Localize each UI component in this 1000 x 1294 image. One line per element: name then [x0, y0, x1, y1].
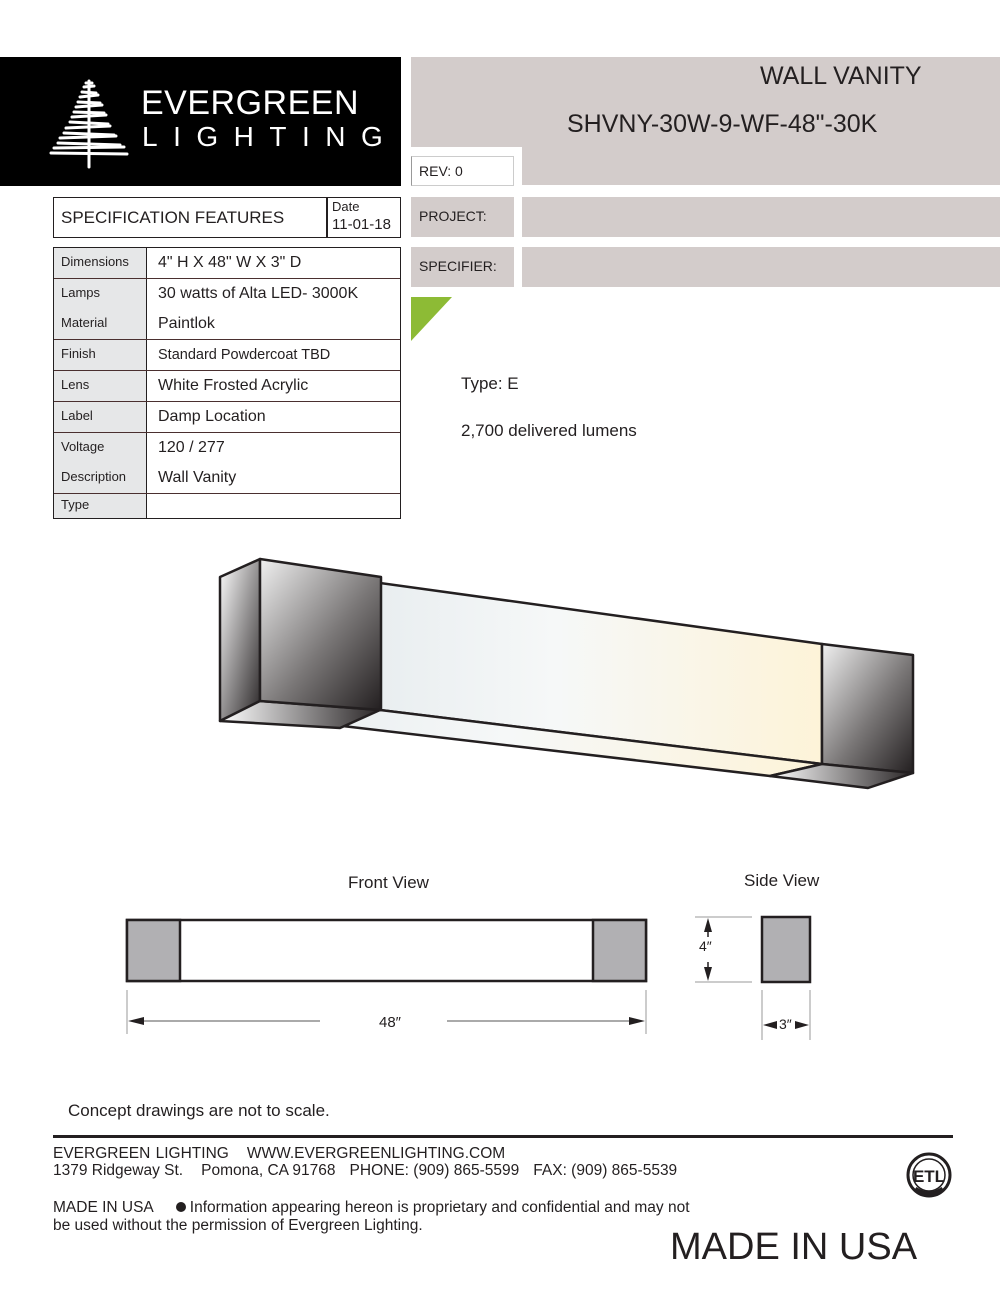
spec-label: Lens [61, 377, 90, 392]
spec-label: Finish [61, 346, 96, 361]
spec-value: 120 / 277 [158, 439, 225, 456]
spec-label: Description [61, 469, 127, 484]
table-row [54, 278, 400, 339]
green-corner-accent [411, 297, 452, 341]
front-view-title: Front View [348, 873, 429, 892]
spec-label: Material [61, 315, 108, 330]
revision-field: REV: 0 [411, 156, 514, 186]
date-label: Date [332, 199, 360, 214]
spec-value: 30 watts of Alta LED- 3000K [158, 285, 359, 302]
footer-notice-line2: be used without the permission of Evergreen Lighting. [53, 1217, 423, 1234]
spec-value [147, 494, 400, 518]
footer-notice-line1 [53, 1199, 690, 1217]
svg-text:ETL: ETL [912, 1167, 946, 1186]
etl-listed-icon [905, 1152, 953, 1200]
fixture-type: Type: E [461, 374, 519, 393]
table-row [54, 493, 400, 518]
spec-value: Standard Powdercoat TBD [158, 347, 331, 363]
made-in-usa-banner: MADE IN USA [670, 1226, 918, 1268]
spec-label: Dimensions [61, 254, 129, 269]
fax-number: FAX: (909) 865-5539 [533, 1162, 678, 1179]
spec-features-divider [326, 197, 328, 238]
side-view-drawing [690, 910, 820, 1045]
product-title: WALL VANITY [760, 62, 922, 90]
fixture-lumens: 2,700 delivered lumens [461, 421, 637, 440]
side-view-title: Side View [744, 871, 820, 890]
spec-table [53, 247, 401, 519]
footer-divider [53, 1135, 953, 1138]
spec-label: Voltage [61, 439, 105, 454]
disclaimer-text: Concept drawings are not to scale. [68, 1101, 330, 1120]
brand-name-line2: LIGHTING [142, 121, 399, 152]
spec-label: Type [61, 497, 90, 512]
city-state-zip: Pomona, CA 91768 [201, 1162, 336, 1179]
spec-value: White Frosted Acrylic [158, 377, 309, 394]
project-field[interactable] [522, 197, 1000, 237]
date-value: 11-01-18 [332, 216, 391, 233]
side-height-dimension: 4″ [699, 938, 712, 954]
bullet-icon [176, 1202, 186, 1212]
brand-name-line1: EVERGREEN [141, 84, 359, 122]
street-address: 1379 Ridgeway St. [53, 1162, 184, 1179]
spec-value: Paintlok [158, 315, 215, 332]
specifier-label: SPECIFIER: [411, 247, 514, 287]
fixture-3d-render [200, 545, 930, 805]
table-row [54, 432, 400, 493]
spec-value: Wall Vanity [158, 469, 237, 486]
spec-features-title: SPECIFICATION FEATURES [61, 208, 285, 227]
product-model: SHVNY-30W-9-WF-48"-30K [567, 110, 878, 138]
phone-number: PHONE: (909) 865-5599 [349, 1162, 520, 1179]
project-label: PROJECT: [411, 197, 514, 237]
made-in-label: MADE IN USA [53, 1199, 154, 1216]
table-row [54, 248, 400, 278]
spec-label: Label [61, 408, 93, 423]
footer-address-line [53, 1162, 677, 1180]
specifier-field[interactable] [522, 247, 1000, 287]
front-width-dimension: 48″ [379, 1014, 401, 1031]
table-row [54, 370, 400, 401]
notice-text: Information appearing hereon is proprietary and confidential and may not [189, 1199, 690, 1216]
table-row [54, 339, 400, 370]
spec-label: Lamps [61, 285, 101, 300]
evergreen-tree-icon [48, 77, 130, 169]
spec-value: 4" H X 48" W X 3" D [158, 254, 302, 271]
footer-company-line [53, 1145, 505, 1163]
website-link[interactable]: WWW.EVERGREENLIGHTING.COM [246, 1145, 506, 1162]
table-row [54, 401, 400, 432]
company-name: EVERGREEN LIGHTING [53, 1145, 229, 1162]
spec-value: Damp Location [158, 408, 266, 425]
side-depth-dimension: 3″ [779, 1016, 792, 1032]
